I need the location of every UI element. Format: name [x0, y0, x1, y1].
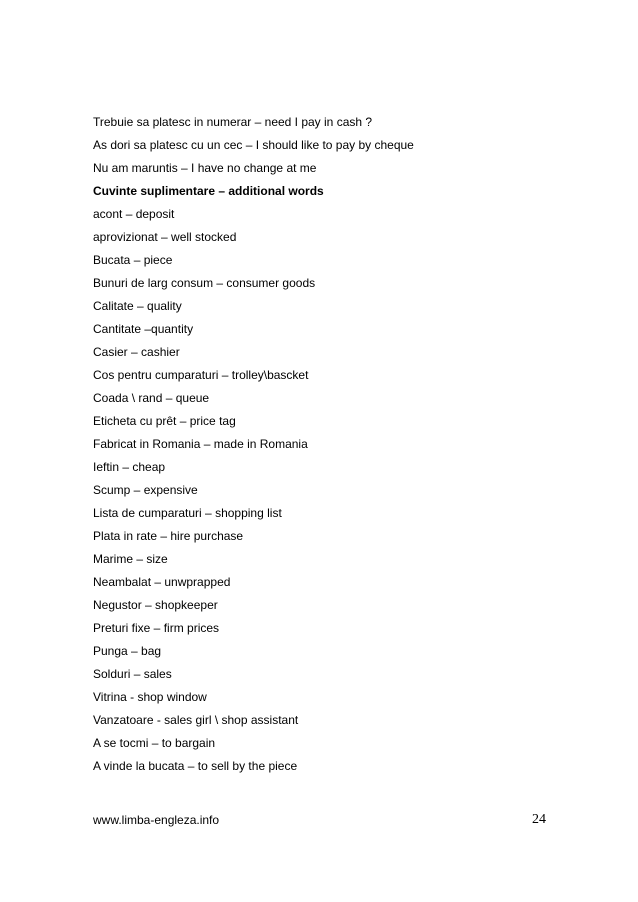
vocabulary-line: aprovizionat – well stocked — [93, 230, 237, 244]
vocabulary-line: Casier – cashier — [93, 345, 180, 359]
vocabulary-line: Plata in rate – hire purchase — [93, 529, 244, 543]
vocabulary-line: Nu am maruntis – I have no change at me — [93, 161, 317, 175]
footer-website: www.limba-engleza.info — [93, 813, 220, 827]
vocabulary-line: Vitrina - shop window — [93, 690, 207, 704]
section-heading: Cuvinte suplimentare – additional words — [93, 184, 324, 198]
vocabulary-line: Negustor – shopkeeper — [93, 598, 218, 612]
vocabulary-line: Preturi fixe – firm prices — [93, 621, 220, 635]
vocabulary-line: Trebuie sa platesc in numerar – need I pay in cash ? — [93, 115, 373, 129]
vocabulary-line: Cos pentru cumparaturi – trolley\bascket — [93, 368, 309, 382]
vocabulary-line: Marime – size — [93, 552, 168, 566]
vocabulary-line: Ieftin – cheap — [93, 460, 166, 474]
vocabulary-line: Coada \ rand – queue — [93, 391, 210, 405]
vocabulary-list — [93, 114, 563, 781]
vocabulary-line: Fabricat in Romania – made in Romania — [93, 437, 308, 451]
vocabulary-line: As dori sa platesc cu un cec – I should like to pay by cheque — [93, 138, 414, 152]
vocabulary-line: Cantitate –quantity — [93, 322, 194, 336]
vocabulary-line: Bucata – piece — [93, 253, 173, 267]
vocabulary-line: Neambalat – unwprapped — [93, 575, 231, 589]
vocabulary-line: Calitate – quality — [93, 299, 182, 313]
page-number: 24 — [532, 812, 546, 827]
vocabulary-line: Eticheta cu prêt – price tag — [93, 414, 236, 428]
vocabulary-line: Solduri – sales — [93, 667, 172, 681]
vocabulary-line: A se tocmi – to bargain — [93, 736, 216, 750]
vocabulary-line: A vinde la bucata – to sell by the piece — [93, 759, 298, 773]
vocabulary-line: Bunuri de larg consum – consumer goods — [93, 276, 316, 290]
vocabulary-line: Punga – bag — [93, 644, 162, 658]
vocabulary-line: Vanzatoare - sales girl \ shop assistant — [93, 713, 299, 727]
vocabulary-line: Lista de cumparaturi – shopping list — [93, 506, 282, 520]
vocabulary-line: acont – deposit — [93, 207, 175, 221]
vocabulary-line: Scump – expensive — [93, 483, 198, 497]
